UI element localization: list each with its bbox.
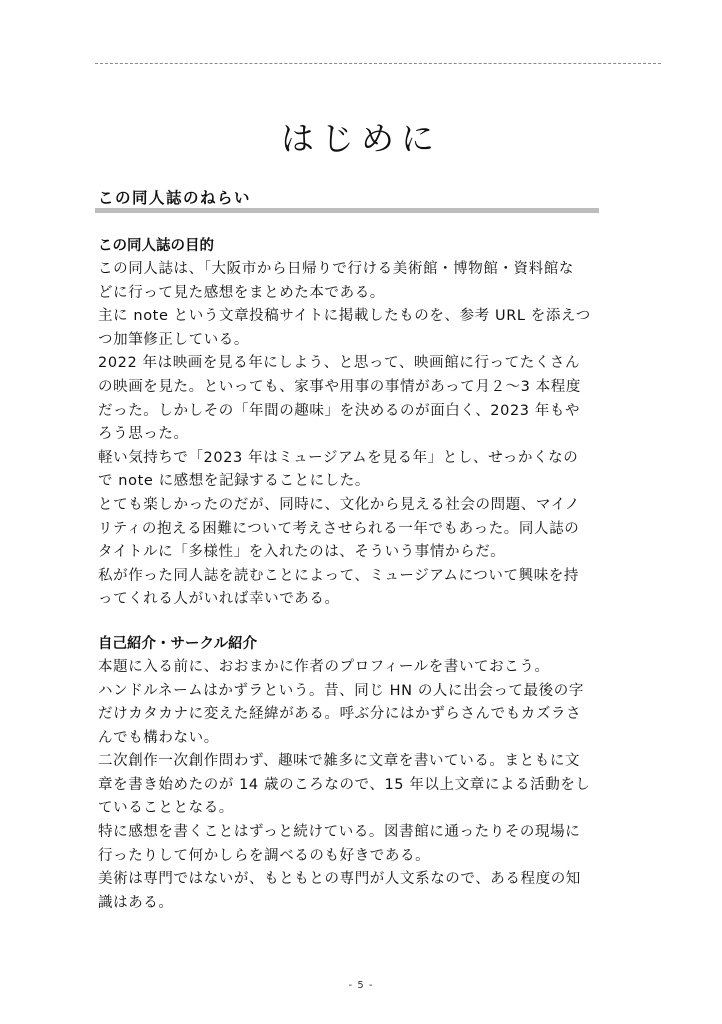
text-line: だった。しかしその「年間の趣味」を決めるのが面白く、2023 年もや <box>98 402 581 419</box>
text-line: ていることとなる。 <box>98 800 234 817</box>
section-subtitle: この同人誌のねらい <box>98 188 252 207</box>
paragraph <box>98 258 610 305</box>
section-heading: この同人誌の目的 <box>98 238 214 254</box>
text-line: 章を書き始めたのが 14 歳のころなので、15 年以上文章による活動をし <box>98 776 591 793</box>
text-line: 美術は専門ではないが、もともとの専門が人文系なので、ある程度の知 <box>98 871 581 888</box>
text-line: 2022 年は映画を見る年にしよう、と思って、映画館に行ってたくさん <box>98 355 581 372</box>
text-line: 二次創作一次創作問わず、趣味で雑多に文章を書いている。まともに文 <box>98 753 581 770</box>
text-line: 特に感想を書くことはずっと続けている。図書館に通ったりその現場に <box>98 824 581 841</box>
paragraph <box>98 352 610 446</box>
paragraph <box>98 680 610 751</box>
text-line: 識はある。 <box>98 894 174 911</box>
section <box>98 632 610 916</box>
text-line: ハンドルネームはかずラという。昔、同じ HN の人に出会って最後の字 <box>98 682 584 699</box>
text-line: とても楽しかったのだが、同時に、文化から見える社会の問題、マイノ <box>98 496 581 513</box>
text-line: 主に note という文章投稿サイトに掲載したものを、参考 URL を添えつ <box>98 308 591 325</box>
section-heading: 自己紹介・サークル紹介 <box>98 635 258 652</box>
text-line: ろう思った。 <box>98 426 189 443</box>
page-number: - 5 - <box>348 980 374 991</box>
page-title: はじめに <box>281 119 441 158</box>
text-line: 軽い気持ちで「2023 年はミュージアムを見る年」とし、せっかくなの <box>98 449 579 466</box>
text-line: つ加筆修正している。 <box>98 331 249 348</box>
section <box>98 234 610 612</box>
subtitle-underline-bar <box>95 208 599 213</box>
text-line: 私が作った同人誌を読むことによって、ミュージアムについて興味を持 <box>98 567 580 584</box>
text-line: で note に感想を記録することにした。 <box>98 473 370 490</box>
paragraph <box>98 868 610 915</box>
text-line: リティの抱える困難について考えさせられる一年でもあった。同人誌の <box>98 520 580 537</box>
text-line: んでも構わない。 <box>98 729 219 746</box>
text-line: の映画を見た。といっても、家事や用事の事情があって月２～3 本程度 <box>98 378 581 395</box>
paragraph <box>98 750 610 821</box>
paragraph <box>98 494 610 565</box>
text-line: どに行って見た感想をまとめた本である。 <box>98 284 385 301</box>
paragraph <box>98 447 610 494</box>
paragraph <box>98 565 610 612</box>
text-line: 行ったりして何かしらを調べるのも好きである。 <box>98 847 431 864</box>
paragraph <box>98 821 610 868</box>
text-line: タイトルに「多様性」を入れたのは、そういう事情からだ。 <box>98 544 506 561</box>
text-line: この同人誌は、「大阪市から日帰りで行ける美術館・博物館・資料館な <box>98 261 574 277</box>
header-dashed-rule <box>95 63 661 64</box>
text-line: 本題に入る前に、おおまかに作者のプロフィールを書いておこう。 <box>98 658 550 675</box>
paragraph <box>98 305 610 352</box>
paragraph <box>98 656 610 680</box>
text-line: ってくれる人がいれば幸いである。 <box>98 591 340 608</box>
text-line: だけカタカナに変えた経緯がある。呼ぶ分にはかずらさんでもカズラさ <box>98 706 582 723</box>
body-text <box>98 234 610 935</box>
